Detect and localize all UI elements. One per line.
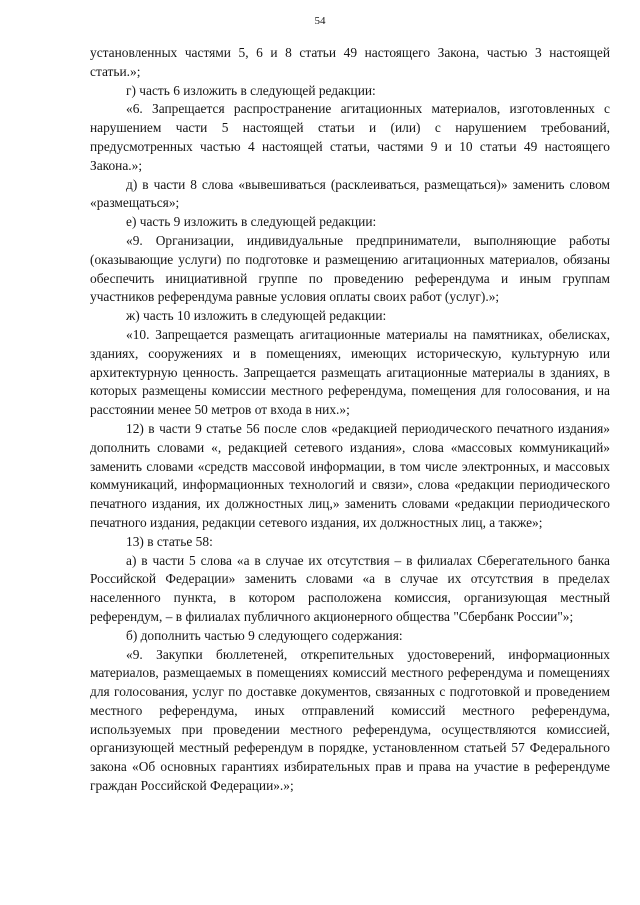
paragraph-continuation: установленных частями 5, 6 и 8 статьи 49 настоящего Закона, частью 3 настоящей статьи.»; — [90, 45, 610, 79]
paragraph-item-d: д) в части 8 слова «вывешиваться (расклеиваться, размещаться)» заменить словом «размещаться»; — [90, 176, 610, 211]
paragraph-item-a: а) в части 5 слова «а в случае их отсутствия – в филиалах Сберегательного банка Российской Федерации» заменить словами «а в случае их отсутствия в пределах населенного пункта, в котором расположена комиссия, организующая местный референдум, – в филиалах публичного акционерного общества "Сбербанк России"»; — [90, 552, 610, 624]
paragraph-quote-part-10: «10. Запрещается размещать агитационные материалы на памятниках, обелисках, зданиях, сооружениях и в помещениях, имеющих историческую, культурную или архитектурную ценность. Запрещается размещать агитационные материалы в зданиях, в которых размещены комиссии местного референдума, помещения для голосования, и на расстоянии менее 50 метров от входа в них.»; — [90, 326, 610, 418]
paragraph-item-13: 13) в статье 58: — [126, 533, 213, 549]
paragraph-item-12: 12) в части 9 статье 56 после слов «редакцией периодического печатного издания» дополнить словами «, редакцией сетевого издания», слова «массовых коммуникаций» заменить словами «средств массовой информации, в том числе электронных, и массовых коммуникаций, информационных технологий и связи», слова «редакции периодического печатного издания, их должностных лиц,» заменить словами «редакции периодического печатного издания, редакции сетевого издания, их должностных лиц, а также»; — [90, 420, 610, 530]
page-number: 54 — [314, 15, 326, 27]
paragraph-item-g: г) часть 6 изложить в следующей редакции: — [126, 82, 376, 98]
paragraph-quote-part-9-new: «9. Закупки бюллетеней, открепительных удостоверений, информационных материалов, размещаемых в помещениях комиссий местного референдума и помещениях для голосования, услуг по доставке документов, связанных с подготовкой и проведением местного референдума, иных отправлений комиссий местного референдума, используемых при проведении местного референдума, осуществляются комиссией, организующей местный референдум в порядке, установленном статьей 57 Федерального закона «Об основных гарантиях избирательных прав и права на участие в референдуме граждан Российской Федерации».»; — [90, 646, 610, 794]
paragraph-quote-part-6: «6. Запрещается распространение агитационных материалов, изготовленных с нарушением части 5 настоящей статьи и (или) с нарушением требований, предусмотренных частью 4 настоящей статьи, частями 9 и 10 статьи 49 настоящего Закона.»; — [90, 101, 610, 173]
document-body — [90, 44, 610, 796]
paragraph-quote-part-9: «9. Организации, индивидуальные предприниматели, выполняющие работы (оказывающие услуги) по подготовке и размещению агитационных материалов, обязаны обеспечить инициативной группе по проведению референдума и иным группам участников референдума равные условия оплаты своих работ (услуг).»; — [90, 232, 610, 305]
paragraph-item-b: б) дополнить частью 9 следующего содержания: — [126, 627, 403, 643]
paragraph-item-zh: ж) часть 10 изложить в следующей редакции: — [126, 308, 387, 324]
paragraph-item-e: е) часть 9 изложить в следующей редакции: — [126, 214, 377, 230]
